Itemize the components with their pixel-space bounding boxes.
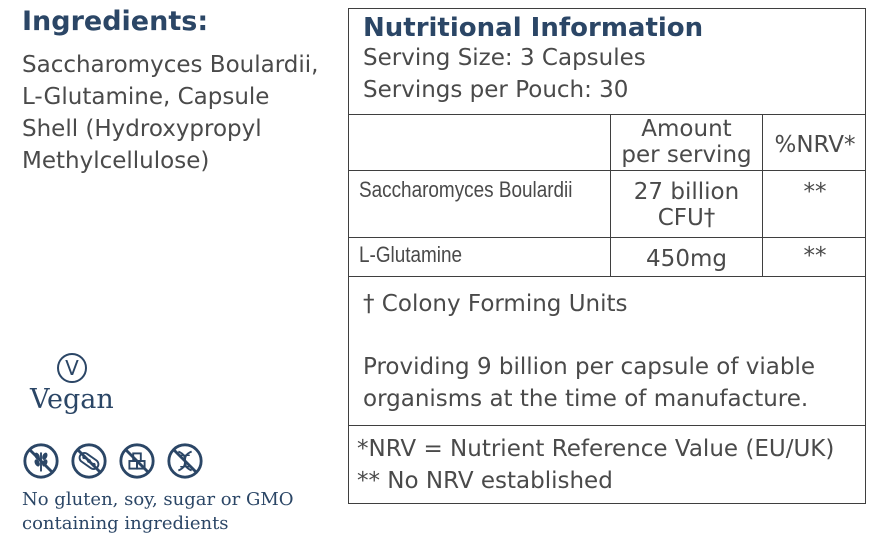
cfu-footnote: † Colony Forming Units [363,291,628,317]
providing-line: Providing 9 billion per capsule of viable [363,354,816,380]
nutrition-panel [348,8,866,504]
gluten-free-icon [22,442,60,480]
header-rule [349,170,865,171]
nutrient-amount-line: 27 billion [633,179,740,205]
providing-note [363,351,815,415]
table-top-rule [349,114,865,115]
ingredients-line: Methylcellulose) [22,148,210,174]
nutrient-nrv: ** [803,243,827,269]
nutrient-name: Saccharomyces Boulardii [359,177,573,202]
gmo-free-icon [166,442,204,480]
nutrient-name: L-Glutamine [359,242,463,267]
nutrient-amount: 450mg [646,246,727,272]
free-from-note-line: No gluten, soy, sugar or GMO [22,489,294,510]
amount-header-line: per serving [621,142,752,168]
ingredients-line: Saccharomyces Boulardii, [22,52,319,78]
nrv-definition: *NRV = Nutrient Reference Value (EU/UK) [357,436,835,462]
providing-line: organisms at the time of manufacture. [363,386,809,412]
nutrient-amount-line: CFU† [657,205,716,231]
soy-free-icon [70,442,108,480]
row-rule [349,237,865,238]
amount-header [611,116,762,168]
free-from-icons [22,442,204,480]
ingredients-list [22,49,342,177]
ingredients-heading: Ingredients: [22,6,209,37]
sugar-free-icon [118,442,156,480]
free-from-note [22,488,342,536]
amount-header-line: Amount [641,116,732,142]
nrv-header: %NRV* [774,132,856,158]
free-from-note-line: containing ingredients [22,513,229,534]
nutrient-nrv: ** [803,179,827,205]
serving-size: Serving Size: 3 Capsules [363,45,646,71]
table-bottom-rule [349,276,865,277]
footer-rule [349,425,865,426]
servings-per-pouch: Servings per Pouch: 30 [363,77,629,103]
ingredients-line: Shell (Hydroxypropyl [22,116,262,142]
vegan-label: Vegan [30,384,114,415]
nutrient-amount [611,179,762,231]
vegan-icon: V [57,353,87,383]
no-nrv-note: ** No NRV established [357,468,613,494]
nutrition-title: Nutritional Information [363,13,704,43]
ingredients-line: L-Glutamine, Capsule [22,84,270,110]
